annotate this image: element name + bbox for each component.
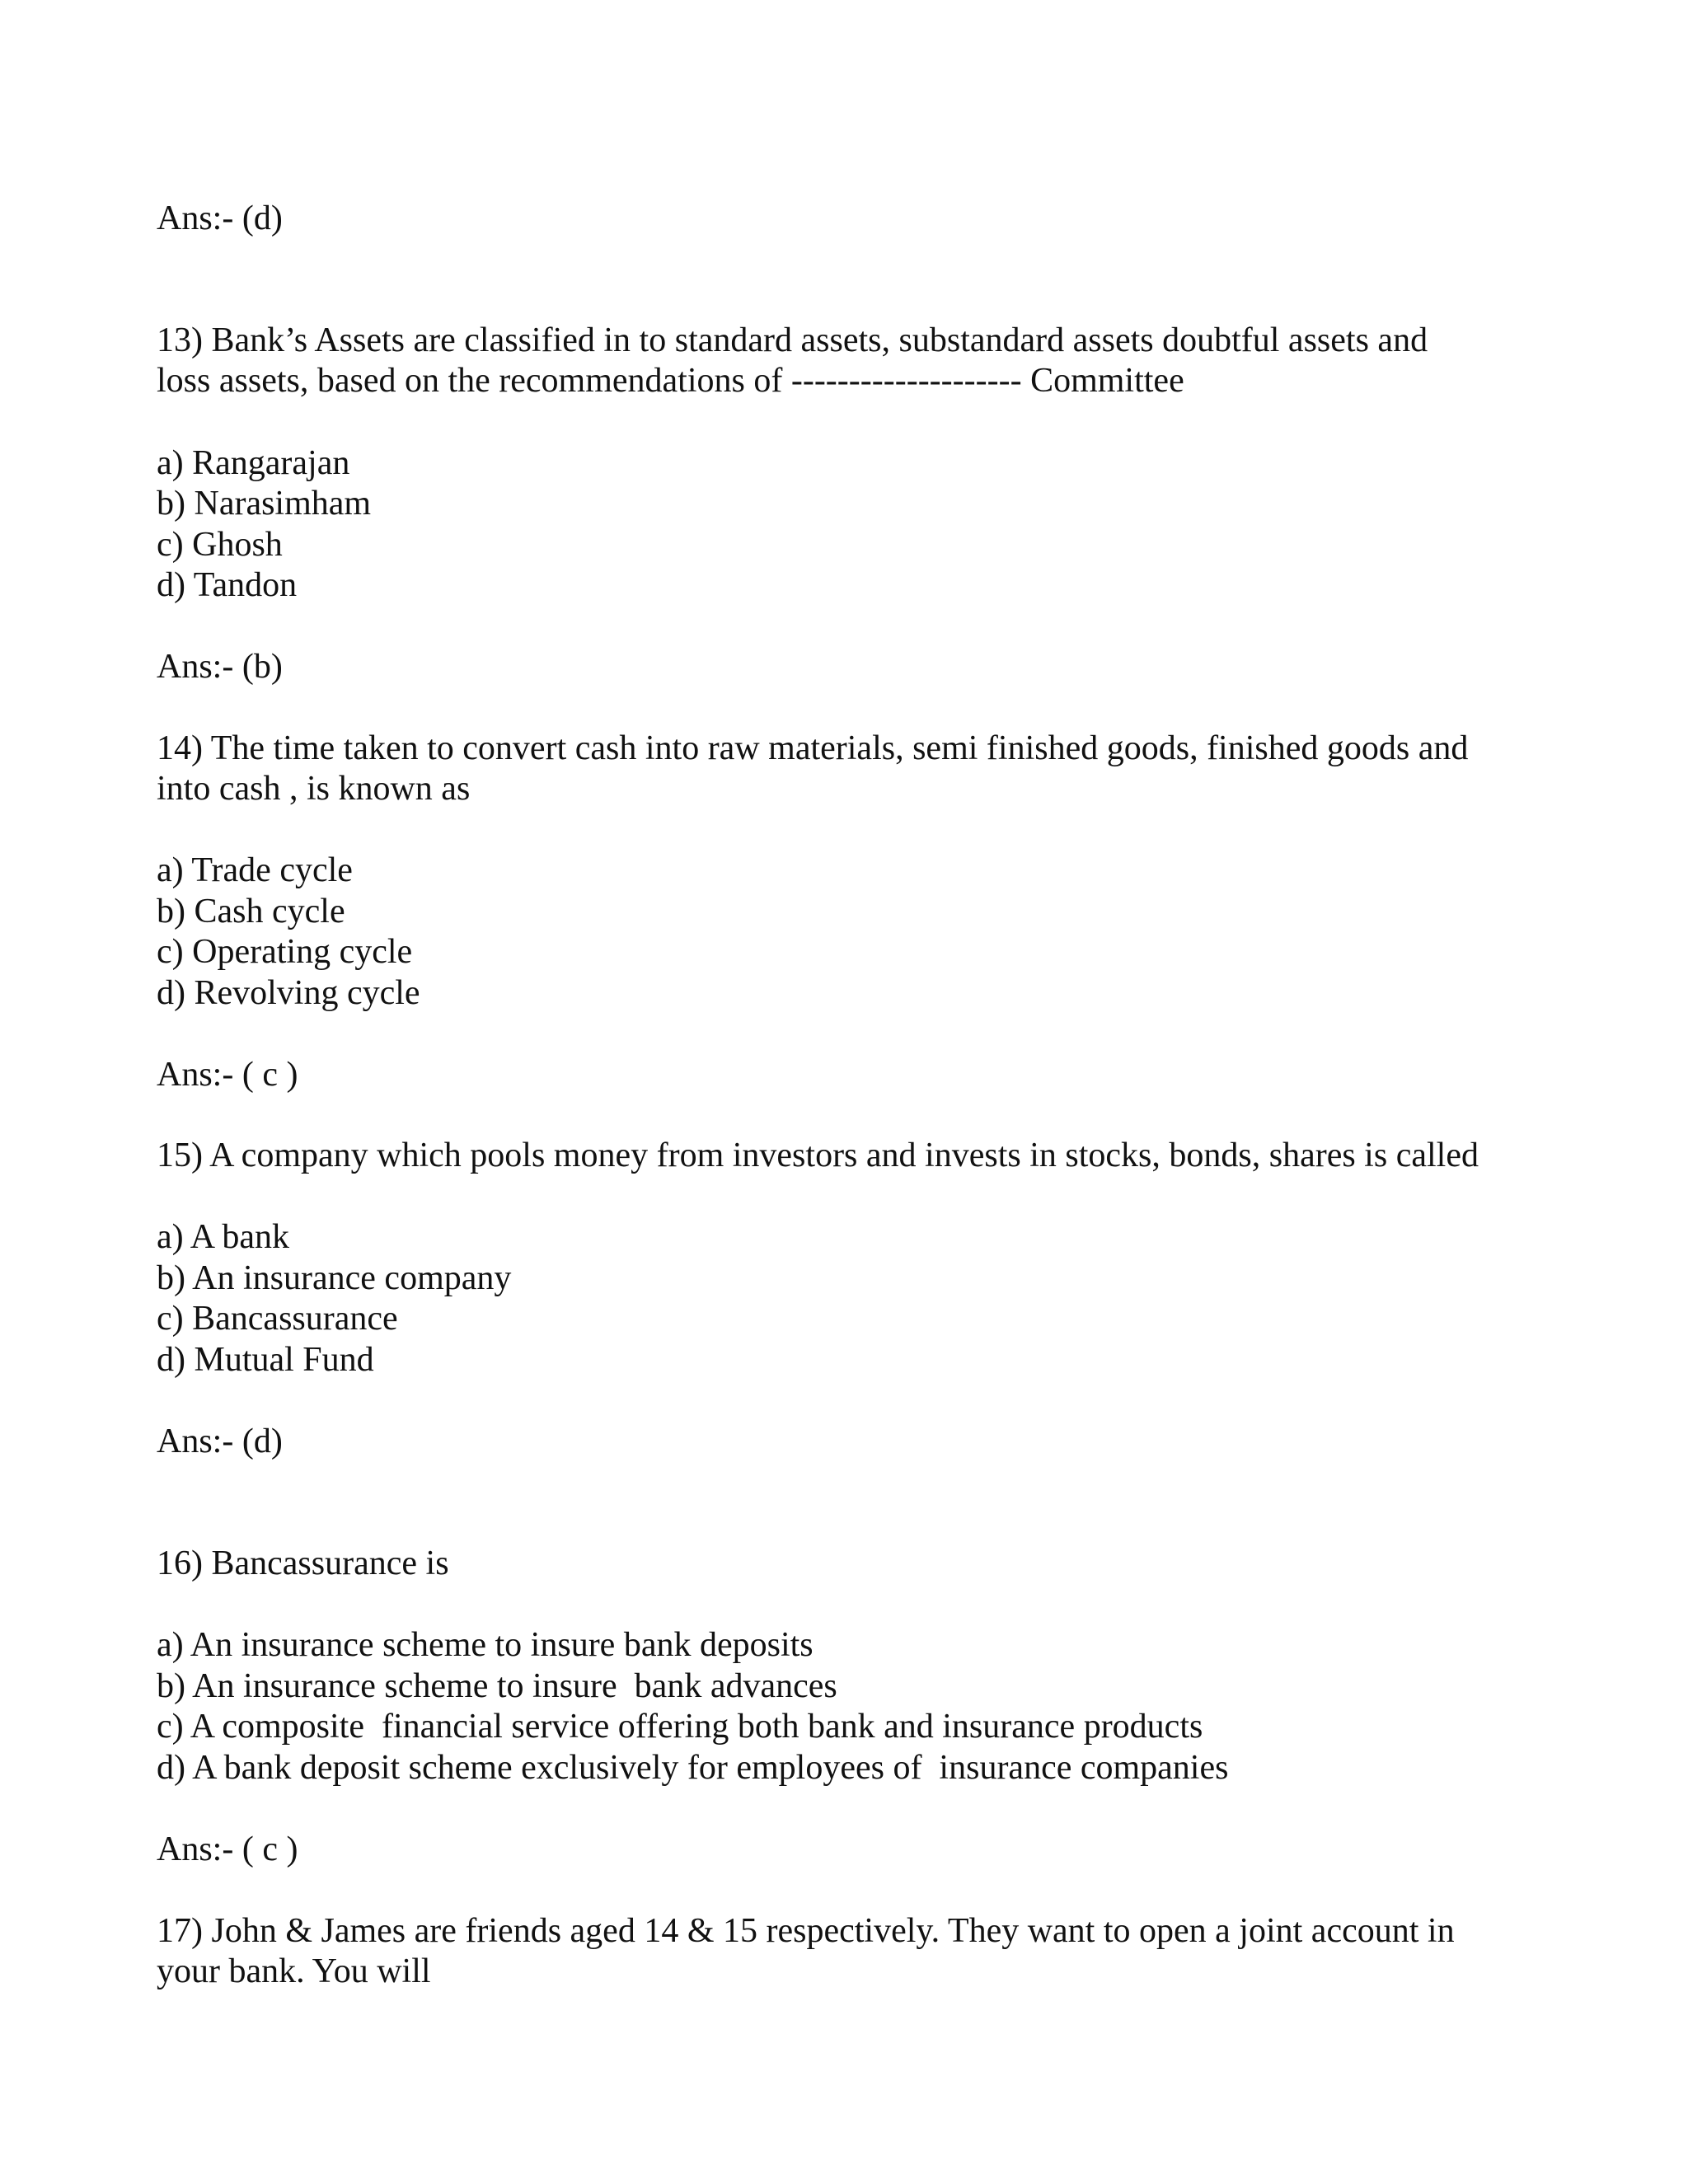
- question-13-text-line-2: loss assets, based on the recommendations of -------------------- Committee: [157, 362, 1184, 400]
- question-16-option-d: d) A bank deposit scheme exclusively for employees of insurance companies: [157, 1749, 1229, 1787]
- question-14-answer: Ans:- ( c ): [157, 1056, 298, 1094]
- question-14-option-b: b) Cash cycle: [157, 893, 345, 930]
- question-16-answer: Ans:- ( c ): [157, 1830, 298, 1868]
- question-13-option-a: a) Rangarajan: [157, 444, 350, 482]
- question-13-option-c: c) Ghosh: [157, 526, 283, 564]
- question-13-text-line-1: 13) Bank’s Assets are classified in to standard assets, substandard assets doubtful assets and: [157, 321, 1428, 359]
- question-13-answer: Ans:- (b): [157, 648, 283, 686]
- question-17-text-line-2: your bank. You will: [157, 1952, 431, 1990]
- question-14-option-c: c) Operating cycle: [157, 933, 413, 971]
- question-16-option-b: b) An insurance scheme to insure bank advances: [157, 1667, 837, 1705]
- question-16-option-c: c) A composite financial service offering both bank and insurance products: [157, 1708, 1203, 1746]
- question-15-answer: Ans:- (d): [157, 1422, 283, 1460]
- question-14-text-line-1: 14) The time taken to convert cash into raw materials, semi finished goods, finished goods and: [157, 729, 1469, 767]
- question-16-option-a: a) An insurance scheme to insure bank deposits: [157, 1626, 814, 1664]
- question-14-text-line-2: into cash , is known as: [157, 770, 471, 808]
- question-17-text-line-1: 17) John & James are friends aged 14 & 15 respectively. They want to open a joint account in: [157, 1912, 1455, 1950]
- question-15-option-c: c) Bancassurance: [157, 1300, 398, 1338]
- question-13-option-b: b) Narasimham: [157, 485, 372, 523]
- question-15-text-line-1: 15) A company which pools money from investors and invests in stocks, bonds, shares is called: [157, 1137, 1479, 1174]
- question-14-option-a: a) Trade cycle: [157, 851, 353, 889]
- question-15-option-a: a) A bank: [157, 1218, 289, 1256]
- question-15-option-d: d) Mutual Fund: [157, 1341, 374, 1379]
- question-13-option-d: d) Tandon: [157, 566, 298, 604]
- question-16-text-line-1: 16) Bancassurance is: [157, 1544, 449, 1582]
- previous-answer: Ans:- (d): [157, 199, 283, 237]
- question-15-option-b: b) An insurance company: [157, 1259, 512, 1297]
- question-14-option-d: d) Revolving cycle: [157, 974, 420, 1012]
